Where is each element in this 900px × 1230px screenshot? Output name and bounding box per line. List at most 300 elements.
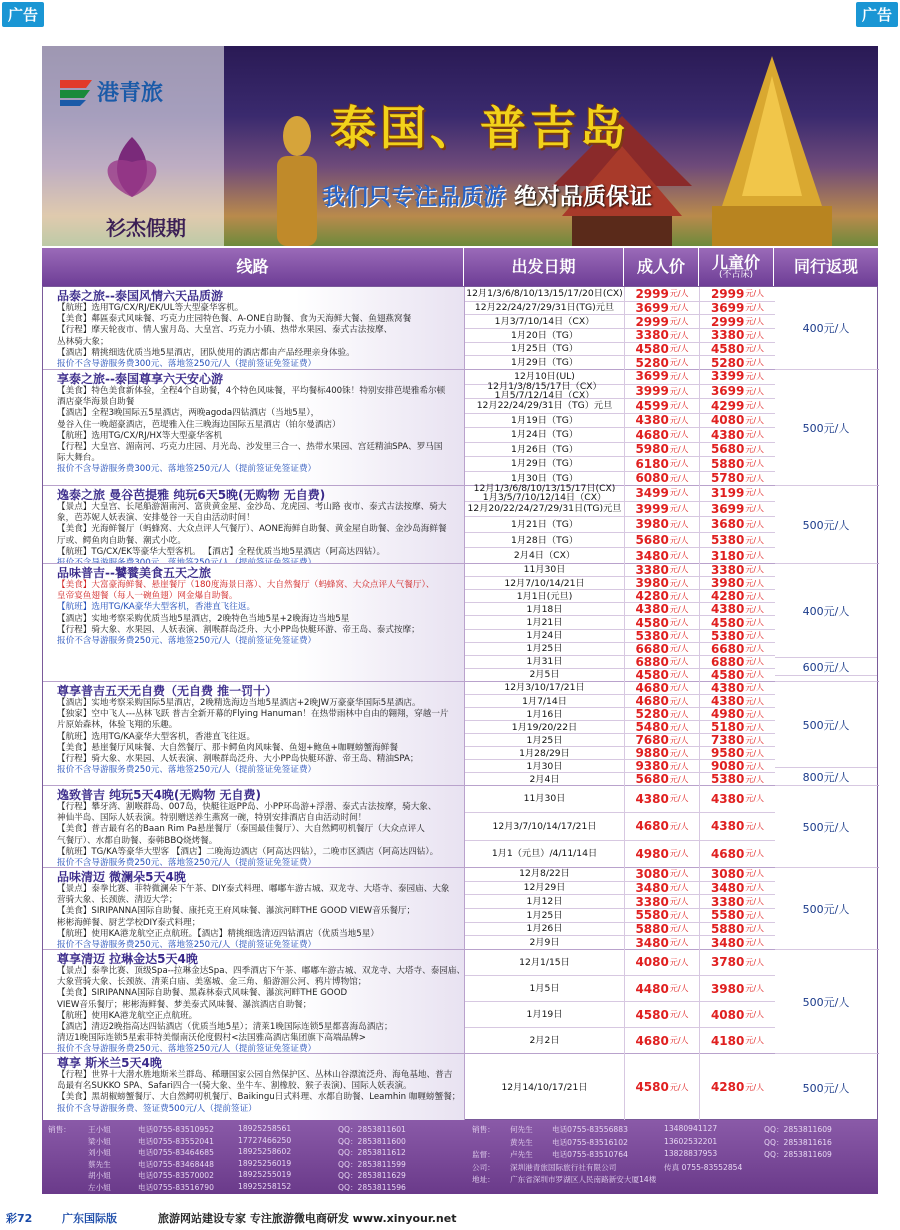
departure-row (465, 908, 775, 922)
page-footer (0, 1204, 900, 1230)
child-price (700, 1002, 775, 1027)
child-price (700, 1028, 775, 1053)
price-unit: 元/人 (745, 1082, 765, 1092)
price-unit: 元/人 (745, 617, 765, 627)
child-price (700, 517, 775, 532)
child-price-value: 4080 (710, 1007, 745, 1022)
departure-row (465, 975, 775, 1001)
adult-price (625, 681, 700, 694)
price-unit: 元/人 (669, 473, 689, 483)
golden-pagoda-image (682, 56, 862, 246)
departure-date (465, 734, 625, 746)
brand-name-2: 衫杰假期 (106, 216, 186, 240)
price-unit: 元/人 (669, 984, 689, 993)
route-detail-line: 【独家】空中飞人---丛林飞跃 普吉全新开幕的Flying Hanuman！在热带雨林中自由的翱翔，穿越一片 (57, 709, 449, 720)
contact-entry: 18925255019 (238, 1170, 292, 1179)
adult-price (625, 302, 700, 315)
child-price (700, 841, 775, 867)
date-text: 1月5/7/12/14日（CX） (494, 390, 595, 402)
departure-row (465, 655, 775, 668)
contact-entry: QQ：2853811609 (764, 1125, 832, 1134)
adult-price (625, 1002, 700, 1027)
price-unit: 元/人 (669, 289, 689, 299)
adult-price (625, 356, 700, 369)
date-text: 1月5日 (529, 983, 560, 994)
price-unit: 元/人 (745, 578, 765, 588)
child-price-value: 5380 (710, 772, 745, 786)
adult-price-value: 5880 (635, 921, 669, 936)
child-price-value: 5380 (710, 533, 745, 548)
date-text: 1月25日 (526, 734, 563, 746)
banner-title: 泰国、普吉岛 (330, 101, 630, 155)
price-unit: 元/人 (669, 591, 689, 601)
adult-price (625, 949, 700, 975)
departure-row (465, 949, 775, 975)
departure-date (465, 399, 625, 413)
adult-price (625, 616, 700, 628)
adult-price-value: 4480 (635, 981, 669, 996)
child-price-value: 9580 (710, 746, 745, 760)
departure-date (465, 760, 625, 772)
child-price-value: 4580 (710, 615, 745, 630)
route-detail-line: 【航班】TG/KA等豪华大型客 【酒店】二晚海边酒店（阿高达四钻），二晚市区酒店（阿高达四钻）。 (57, 846, 439, 857)
child-price (700, 457, 775, 471)
child-price-value: 3180 (710, 548, 745, 563)
col-child-note: (不占床) (718, 269, 754, 280)
route-detail-line: 【航班】选用TG/KA豪华大型客机，香港直飞往返。 (57, 602, 256, 613)
price-unit: 元/人 (669, 696, 689, 706)
date-text: 12月22/24/27/29/31日(TG)元旦 (474, 302, 615, 314)
rebate-cell: 500元/人 (775, 681, 877, 767)
date-text: 1月30日（TG） (510, 472, 579, 484)
adult-price-value: 5280 (635, 355, 669, 370)
adult-price (625, 414, 700, 428)
departure-row (465, 772, 775, 785)
price-unit: 元/人 (745, 670, 765, 680)
departure-row (465, 642, 775, 655)
adult-price-value: 3499 (635, 485, 669, 500)
price-unit: 元/人 (745, 565, 765, 575)
date-text: 1月18日 (526, 603, 563, 615)
adult-price-value: 4680 (635, 1033, 669, 1048)
date-text: 12月22/24/29/31日（TG）元旦 (476, 400, 613, 412)
contact-entry: QQ：2853811599 (338, 1159, 406, 1169)
child-price (700, 669, 775, 681)
child-price (700, 708, 775, 720)
child-price (700, 734, 775, 746)
date-text: 12月1/3/6/8/10/13/15/17/20日(CX) (466, 288, 623, 300)
adult-price (625, 867, 700, 881)
departure-row (465, 547, 775, 563)
route-detail-line: 岛最有名SUKKO SPA、Safari四合一(骑大象、坐牛车、割橡胶、猴子表演)、国际人妖表演。 (57, 1081, 412, 1092)
departure-row (465, 759, 775, 772)
route-description (43, 868, 465, 949)
child-price (700, 502, 775, 517)
departure-date (465, 695, 625, 707)
price-unit: 元/人 (745, 401, 765, 411)
contact-entry: 18925256019 (238, 1158, 292, 1168)
adult-price (625, 369, 700, 384)
departure-row (465, 314, 775, 328)
child-price-value: 3699 (710, 300, 745, 315)
adult-price (625, 443, 700, 457)
route-detail-line: 【美食】普吉最有名的Baan Rim Pa悬崖餐厅（泰国最佳餐厅）、大自然鳄叨机餐厅（大众点评人 (57, 824, 425, 835)
price-unit: 元/人 (669, 504, 689, 514)
adult-price-value: 3699 (635, 369, 669, 384)
adult-price (625, 457, 700, 471)
route-detail-line: 【美食】鄰區泰式风味餐、巧克力庄园特色餐、A-ONE自助餐、食为天海鲜大餐、鱼翅燕窝餐 (57, 314, 412, 325)
route-detail-line: 【美食】光海鲜餐厅（蚂蜂窝、大众点评人气餐厅）、AONE海鲜自助餐、黄金屋自助餐、金沙岛海鲜餐 (57, 524, 447, 535)
contact-entry: 黄先生 (510, 1137, 533, 1147)
route-detail-line: 报价不含导游服务费250元、落地签250元/人（提前签证免签证费） (57, 858, 317, 869)
rebate-cell: 500元/人 (775, 785, 877, 867)
adult-price-value: 5380 (635, 628, 669, 643)
adult-price-value: 2999 (635, 314, 669, 329)
departure-date (465, 867, 625, 881)
departure-row (465, 427, 775, 442)
price-unit: 元/人 (669, 459, 689, 469)
route-detail-line: 【航班】选用TG/CX/RJ/EK/UL等大型豪华客机。 (57, 303, 244, 313)
adult-price-value: 5680 (635, 533, 669, 548)
route-title: 尊享 斯米兰5天4晚 (57, 1056, 162, 1070)
child-price (700, 1053, 775, 1121)
adult-price-value: 4280 (635, 589, 669, 604)
price-unit: 元/人 (745, 938, 765, 948)
adult-price (625, 428, 700, 442)
child-price (700, 616, 775, 628)
child-price (700, 343, 775, 356)
departure-row (465, 922, 775, 936)
date-text: 2月4日 (529, 773, 560, 785)
child-price-value: 4580 (710, 667, 745, 682)
price-unit: 元/人 (745, 910, 765, 920)
departure-date (465, 414, 625, 428)
child-price-value: 3680 (710, 517, 745, 532)
departure-row (465, 532, 775, 548)
route-detail-line: 【行程】世界十大潜水胜地斯米兰群岛、稀珊国家公园自然保护区、丛林山谷漂流泛舟、海龟基地、普吉 (57, 1070, 453, 1080)
child-price (700, 399, 775, 413)
child-price-value: 3380 (710, 894, 745, 909)
departure-row (465, 935, 775, 949)
price-unit: 元/人 (745, 430, 765, 440)
departure-date (465, 909, 625, 922)
contact-entry: QQ：2853811600 (338, 1136, 406, 1146)
child-price-value: 3199 (710, 485, 745, 500)
price-unit: 元/人 (745, 794, 765, 804)
contact-entry: QQ：2853811612 (338, 1148, 406, 1157)
adult-price (625, 841, 700, 867)
date-text: 11月30日 (523, 793, 566, 805)
route-detail-line: 【景点】泰拳比赛、菲特微澜朵下午茶、DIY泰式料理、嘟嘟车游古城、双龙寺、大塔寺、泰园庙、大象 (57, 884, 450, 894)
departure-date (465, 949, 625, 975)
child-price (700, 385, 775, 399)
date-text: 1月25日 (526, 643, 563, 655)
date-text: 1月12日 (526, 896, 563, 908)
route-detail-line: 【行程】攀牙湾、割喉群岛、007岛，快艇往返PP岛、小PP环岛游+浮潜、泰式古法按摩，骑大象、 (57, 802, 437, 812)
route-detail-line: 【航班】TG/CX/EK等豪华大型客机。 【酒店】全程优质当地5星酒店（阿高达四钻）。 (57, 546, 386, 557)
route-detail-line: 报价不含导游服务费250元、落地签250元/人（提前签证免签证费） (57, 765, 317, 776)
adult-price-value: 5580 (635, 908, 669, 923)
price-unit: 元/人 (745, 869, 765, 879)
price-unit: 元/人 (669, 794, 689, 804)
route-detail-line: 【美食】大富豪海鲜餐、悬崖餐厅（180度海景日落）、大自然餐厅（蚂蜂窝、大众点评人气餐厅）、 (57, 580, 435, 590)
contact-entry: 卢先生 (510, 1150, 533, 1159)
child-price (700, 923, 775, 936)
route-title: 品泰之旅--泰国风情六天品质游 (57, 289, 223, 303)
contact-entry: 电话0755-83556883 (552, 1125, 628, 1134)
date-text: 1月19日（TG） (510, 414, 579, 426)
slogan-part-a: 我们只专注品质游 (322, 184, 506, 210)
price-unit: 元/人 (745, 317, 765, 327)
price-unit: 元/人 (745, 371, 765, 381)
price-unit: 元/人 (669, 330, 689, 340)
contact-entry: QQ：2853811609 (764, 1150, 832, 1159)
adult-price-value: 3380 (635, 328, 669, 343)
price-unit: 元/人 (669, 551, 689, 561)
price-unit: 元/人 (669, 344, 689, 354)
adult-price-value: 3380 (635, 562, 669, 577)
col-route: 线路 (42, 248, 464, 286)
departure-row (465, 301, 775, 315)
route-description (43, 1054, 465, 1121)
departure-row (465, 881, 775, 895)
route-detail-line: 酒店豪华海景自助餐 (57, 397, 135, 408)
contact-entry: QQ：2853811616 (764, 1137, 832, 1147)
adult-price (625, 563, 700, 576)
price-unit: 元/人 (745, 551, 765, 561)
adult-price (625, 760, 700, 772)
price-unit: 元/人 (669, 488, 689, 498)
departure-row (465, 328, 775, 342)
departure-date (465, 287, 625, 301)
departure-row (465, 413, 775, 428)
child-price-value: 5580 (710, 908, 745, 923)
child-price-value: 9080 (710, 759, 745, 773)
adult-price-value: 5280 (635, 707, 669, 721)
adult-price (625, 882, 700, 895)
route-detail-line: 丛林骑大象； (57, 336, 109, 347)
adult-price (625, 548, 700, 563)
price-unit: 元/人 (669, 303, 689, 313)
rebate-cell: 500元/人 (775, 369, 877, 485)
route-detail-line: 【美食】SIRIPANNA国际自助餐、康托克王府风味餐、瀑滨河畔THE GOOD VIEW音乐餐厅； (57, 906, 416, 917)
child-price-value: 5180 (710, 720, 745, 734)
contact-entry: 深圳港青旅国际旅行社有限公司 (510, 1162, 617, 1172)
departure-date (465, 329, 625, 342)
adult-price-value: 4599 (635, 398, 669, 413)
departure-date (465, 1028, 625, 1053)
child-price-value: 4380 (710, 791, 745, 806)
child-price-value: 3380 (710, 328, 745, 343)
departure-row (465, 1001, 775, 1027)
child-price (700, 315, 775, 328)
adult-price (625, 502, 700, 517)
route-detail-line: 【航班】选用TG/CX/RJ/HX等大型豪华客机 (57, 430, 223, 441)
adult-price (625, 773, 700, 785)
rebate-cell: 400元/人 (775, 563, 877, 657)
price-unit: 元/人 (745, 591, 765, 601)
child-price-value: 5780 (710, 471, 745, 486)
departure-date (465, 785, 625, 812)
departure-row (465, 398, 775, 413)
date-text: 1月1（元旦）/4/11/14日 (491, 848, 598, 860)
route-detail-line: 【航班】使用KA港龙航空正点航班。 (57, 1010, 198, 1021)
route-detail-line: 营骑大象、长颈族、清迈大学； (57, 895, 178, 906)
adult-price-value: 3480 (635, 548, 669, 563)
date-text: 1月24日（TG） (510, 429, 579, 441)
adult-price-value: 3699 (635, 300, 669, 315)
departure-date (465, 517, 625, 532)
date-text: 1月25日 (526, 909, 563, 921)
departure-row (465, 746, 775, 759)
child-price-value: 4180 (710, 1033, 745, 1048)
departure-row (465, 707, 775, 720)
date-text: 1月3/5/7/10/12/14日（CX） (482, 491, 607, 503)
price-unit: 元/人 (745, 519, 765, 529)
child-price-value: 6880 (710, 654, 745, 669)
child-price-value: 5280 (710, 355, 745, 370)
contact-entry: 电话0755-83464685 (138, 1148, 214, 1157)
adult-price (625, 708, 700, 720)
route-detail-line: 厅或、鳄鱼肉自助餐、潮式小吃。 (57, 535, 186, 546)
departure-date (465, 428, 625, 442)
child-price (700, 949, 775, 975)
child-price-value: 3080 (710, 866, 745, 881)
price-unit: 元/人 (669, 774, 689, 784)
child-price (700, 369, 775, 384)
departure-row (465, 563, 775, 576)
brand-logo-icon (56, 72, 96, 108)
date-text: 2月5日 (529, 669, 560, 681)
price-unit: 元/人 (745, 444, 765, 454)
child-price (700, 895, 775, 908)
adult-price (625, 517, 700, 532)
adult-price-value: 5980 (635, 442, 669, 457)
price-unit: 元/人 (745, 709, 765, 719)
route-detail-line: 【酒店】精挑细选优质当地5星酒店，团队使用的酒店都由产品经理亲身体验。 (57, 347, 355, 358)
price-unit: 元/人 (745, 683, 765, 692)
adult-price (625, 721, 700, 733)
adult-price-value: 9880 (635, 746, 669, 760)
child-price-value: 3399 (710, 369, 745, 384)
adult-price-value: 4680 (635, 680, 669, 695)
price-unit: 元/人 (745, 849, 765, 859)
price-unit: 元/人 (669, 670, 689, 680)
route-detail-line: 报价不含导游服务费300元、落地签250元/人（提前签证免签证费） (57, 464, 317, 475)
child-price (700, 681, 775, 694)
page-number: 彩72 (6, 1212, 33, 1225)
price-unit: 元/人 (669, 1010, 689, 1019)
departure-date (465, 1053, 625, 1121)
date-text: 12月8/22日 (519, 868, 570, 880)
adult-price-value: 9380 (635, 759, 669, 773)
child-price-value: 4299 (710, 398, 745, 413)
departure-row (465, 720, 775, 733)
price-unit: 元/人 (745, 722, 765, 732)
price-unit: 元/人 (745, 415, 765, 425)
price-unit: 元/人 (669, 849, 689, 859)
adult-price (625, 472, 700, 486)
date-text: 12月1/15日 (519, 956, 570, 968)
route-detail-line: 报价不含导游服务费、签证费500元/人（提前签证） (57, 1103, 257, 1114)
departure-date (465, 533, 625, 548)
adult-price (625, 399, 700, 413)
price-unit: 元/人 (745, 459, 765, 469)
adult-price-value: 4680 (635, 694, 669, 708)
child-price-value: 4380 (710, 819, 745, 834)
contact-entry: 左小姐 (88, 1182, 111, 1192)
child-price-value: 4380 (710, 694, 745, 708)
departure-date (465, 895, 625, 908)
contact-entry: 监督： (472, 1150, 495, 1159)
contact-entry: 销售： (472, 1125, 495, 1134)
contact-entry: 蔡先生 (88, 1159, 111, 1169)
date-text: 1月25日（TG） (510, 343, 579, 355)
route-description (43, 370, 465, 485)
departure-date (465, 603, 625, 615)
adult-price (625, 630, 700, 642)
price-unit: 元/人 (669, 761, 689, 771)
route-detail-line: 曼谷入住一晚超豪酒店，芭堤雅入住三晚海边国际五星酒店（铂尔曼酒店） (57, 419, 341, 430)
route-detail-line: 【行程】大皇宫、湄南河、巧克力庄园、月光岛、沙发里三合一、热带水果园、宫廷精油SPA、罗马国 (57, 442, 443, 453)
price-unit: 元/人 (745, 631, 765, 641)
price-unit: 元/人 (745, 761, 765, 771)
adult-price-value: 4380 (635, 413, 669, 428)
route-detail-line: 【酒店】全程3晚国际五5星酒店，两晚agoda四钻酒店（当地5星）， (57, 408, 320, 419)
departure-date (465, 577, 625, 589)
contact-entry: QQ：2853811629 (338, 1171, 406, 1180)
adult-price-value: 4580 (635, 1080, 669, 1094)
price-unit: 元/人 (745, 504, 765, 514)
route-detail-line: 【景点】大皇宫、长尾船游湄南河、富贵黄金屋、金沙岛、龙虎园、考山路 夜市、泰式古法按摩、骑大 (57, 502, 447, 512)
departure-row (465, 501, 775, 517)
lotus-logo-icon (92, 132, 172, 202)
adult-price-value: 4680 (635, 427, 669, 442)
col-rebate: 同行返现 (793, 257, 858, 276)
adult-price-value: 4680 (635, 819, 669, 834)
child-price-value: 5680 (710, 442, 745, 457)
price-unit: 元/人 (745, 657, 765, 667)
child-price (700, 785, 775, 812)
adult-price (625, 315, 700, 328)
route-detail-line: 【酒店】实地考察采购优质当地5星酒店，2晚特色当地5星+2晚海边当地5星 (57, 613, 350, 624)
adult-price (625, 669, 700, 681)
contact-entry: 地址： (472, 1175, 495, 1184)
child-price (700, 414, 775, 428)
price-unit: 元/人 (669, 386, 689, 396)
departure-row (465, 1053, 775, 1121)
date-text: 1月29日（TG） (510, 458, 579, 470)
price-unit: 元/人 (669, 735, 689, 745)
departure-row (465, 733, 775, 746)
date-text: 2月4日（CX） (513, 550, 576, 562)
price-unit: 元/人 (669, 869, 689, 879)
child-price (700, 356, 775, 369)
rebate-cell: 500元/人 (775, 949, 877, 1053)
price-unit: 元/人 (669, 821, 689, 831)
departure-row (465, 576, 775, 589)
departure-date (465, 315, 625, 328)
departure-date (465, 643, 625, 655)
adult-price (625, 329, 700, 342)
route-detail-line: 神仙半岛、国际人妖表演。特别赠送养生燕窝一碗，特别安排酒店自由活动时间！ (57, 813, 367, 824)
ad-tag-right: 广告 (856, 2, 898, 27)
date-text: 12月20/22/24/27/29/31日(TG)元旦 (467, 503, 622, 515)
price-unit: 元/人 (669, 565, 689, 575)
route-detail-line: 报价不含导游服务费250元、落地签250元/人（提前签证免签证费） (57, 1044, 317, 1055)
route-detail-line: 皇帝宴鱼翅餐（每人一碗鱼翅）网金爆自助餐。 (57, 591, 238, 602)
contact-entry: 公司： (472, 1162, 495, 1172)
